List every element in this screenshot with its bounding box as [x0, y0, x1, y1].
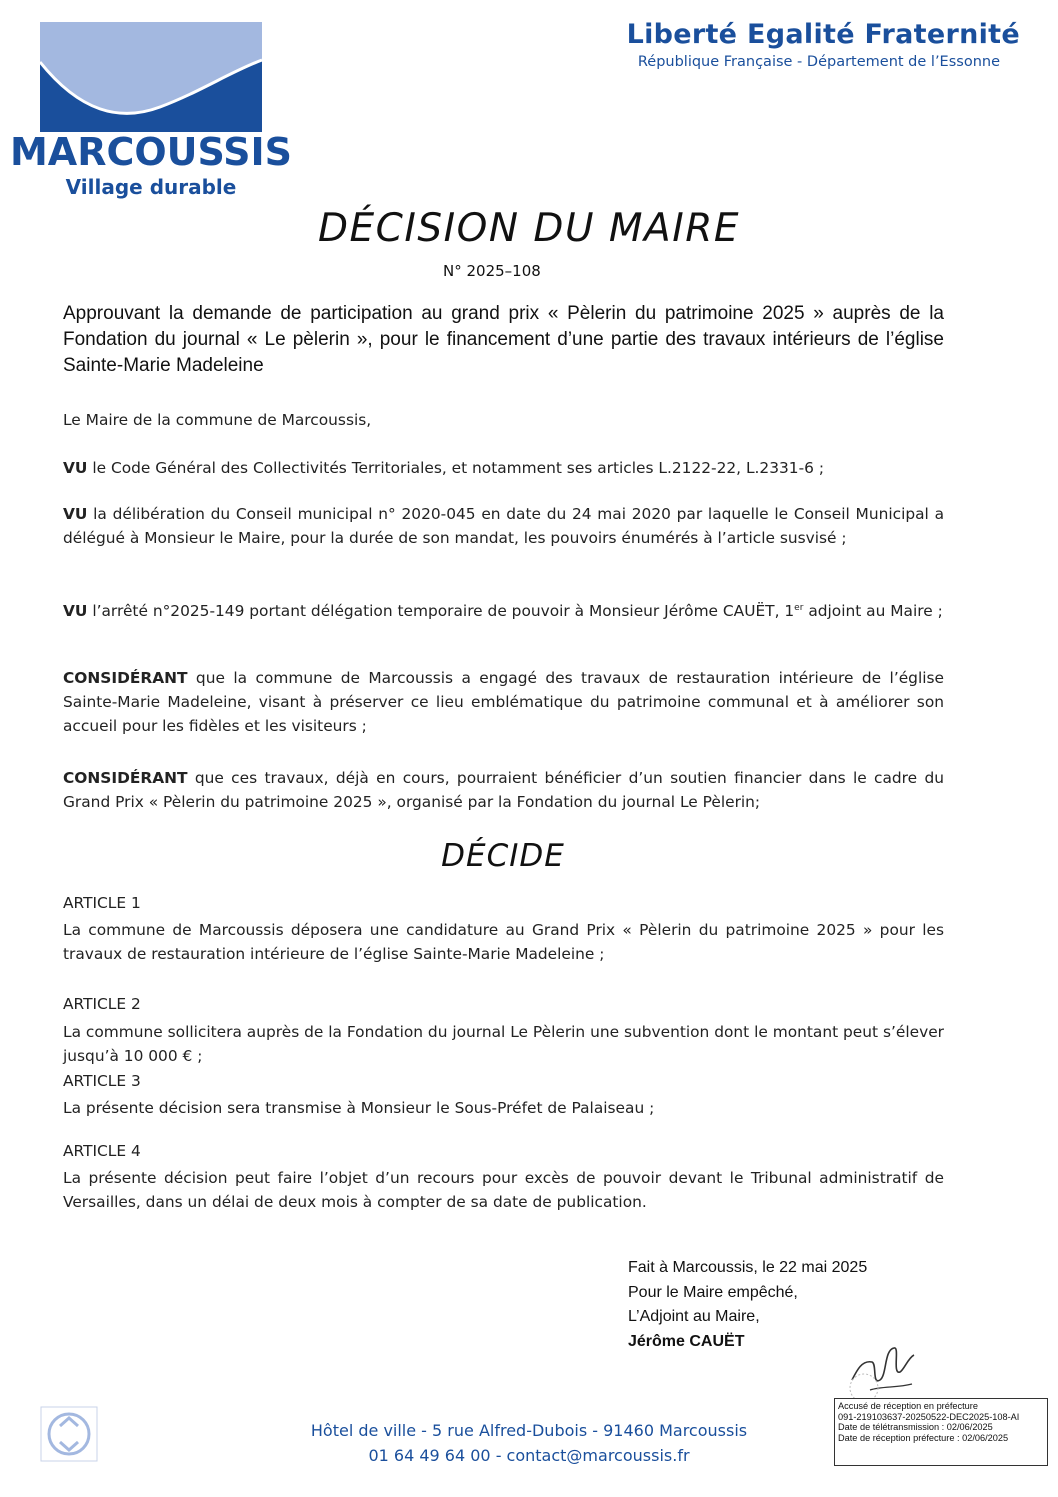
- article-3-title: ARTICLE 3: [63, 1072, 141, 1090]
- article-2-title: ARTICLE 2: [63, 995, 141, 1013]
- marcoussis-logo: [9, 22, 293, 200]
- signatory-name: Jérôme CAUËT: [628, 1332, 745, 1350]
- signature-block: [628, 1256, 867, 1354]
- vu-keyword: VU: [63, 459, 88, 477]
- article-1-text: La commune de Marcoussis déposera une candidature au Grand Prix « Pèlerin du patrimoine 2025 » pour les travaux de restauration intérieure de l’église Sainte-Marie Madeleine ;: [63, 921, 944, 963]
- stamp-line-1: Accusé de réception en préfecture: [838, 1401, 978, 1411]
- decision-subject: Approuvant la demande de participation au grand prix « Pèlerin du patrimoine 2025 » auprès de la Fondation du journal « Le pèlerin », pour le financement d’une partie des travaux intérieurs de l’église Sainte-Marie Madeleine: [63, 303, 944, 376]
- superscript: er: [794, 603, 804, 613]
- considerant-keyword: CONSIDÉRANT: [63, 769, 188, 787]
- article-4-text: La présente décision peut faire l’objet d’un recours pour excès de pouvoir devant le Tribunal administratif de Versailles, dans un délai de deux mois à compter de sa date de publication.: [63, 1169, 944, 1211]
- decision-number: N° 2025–108: [443, 262, 541, 280]
- stamp-line-2: 091-219103637-20250522-DEC2025-108-AI: [838, 1411, 1020, 1422]
- signature-role-1: Pour le Maire empêché,: [628, 1283, 798, 1301]
- vu-text: l’arrêté n°2025-149 portant délégation temporaire de pouvoir à Monsieur Jérôme CAUËT, 1: [87, 602, 795, 621]
- vu-paragraph-2: [63, 502, 944, 550]
- logo-name: MARCOUSSIS: [9, 130, 293, 174]
- vu-text: le Code Général des Collectivités Territoriales, et notamment ses articles L.2122-22, L.2331-6 ;: [87, 459, 825, 477]
- article-1-title: ARTICLE 1: [63, 894, 141, 912]
- logo-tagline: Village durable: [65, 175, 237, 199]
- considerant-text: que la commune de Marcoussis a engagé des travaux de restauration intérieure de l’église Sainte-Marie Madeleine, visant à préserver ce lieu emblématique du patrimoine communal et à améliorer son accueil pour les fidèles et les visiteurs ;: [63, 669, 944, 735]
- article-2-text: La commune sollicitera auprès de la Fondation du journal Le Pèlerin une subvention dont le montant peut s’élever jusqu’à 10 000 € ;: [63, 1023, 944, 1065]
- vu-paragraph-1: [63, 456, 944, 480]
- considerant-text: que ces travaux, déjà en cours, pourraient bénéficier d’un soutien financier dans le cadre du Grand Prix « Pèlerin du patrimoine 2025 », organisé par la Fondation du journal Le Pèlerin;: [63, 769, 944, 811]
- vu-keyword: VU: [63, 602, 88, 621]
- article-3-text: La présente décision sera transmise à Monsieur le Sous-Préfet de Palaiseau ;: [63, 1099, 655, 1117]
- considerant-keyword: CONSIDÉRANT: [63, 669, 188, 687]
- article-4-title: ARTICLE 4: [63, 1142, 141, 1160]
- considerant-paragraph-2: [63, 766, 944, 814]
- vu-paragraph-3: [63, 596, 944, 623]
- document-title: DÉCISION DU MAIRE: [318, 206, 740, 251]
- republic-motto-block: [500, 18, 1020, 70]
- preamble-intro: Le Maire de la commune de Marcoussis,: [63, 411, 372, 429]
- prefecture-receipt-stamp: [834, 1398, 1048, 1466]
- vu-text-end: adjoint au Maire ;: [803, 602, 943, 621]
- motto: Liberté Egalité Fraternité: [626, 19, 1020, 50]
- vu-text: la délibération du Conseil municipal n° 2020-045 en date du 24 mai 2020 par laquelle le Conseil Municipal a délégué à Monsieur le Maire, pour la durée de son mandat, les pouvoirs énumérés à l’article susvisé ;: [63, 505, 944, 547]
- signature-place-date: Fait à Marcoussis, le 22 mai 2025: [628, 1259, 868, 1276]
- signature-role-2: L’Adjoint au Maire,: [628, 1308, 760, 1325]
- considerant-paragraph-1: [63, 666, 944, 738]
- footer-address: Hôtel de ville - 5 rue Alfred-Dubois - 91460 Marcoussis: [310, 1421, 748, 1440]
- footer-contact: 01 64 49 64 00 - contact@marcoussis.fr: [368, 1446, 690, 1465]
- decide-heading: DÉCIDE: [441, 838, 565, 874]
- vu-keyword: VU: [63, 505, 88, 523]
- republic-department: République Française - Département de l’Essonne: [637, 54, 1000, 70]
- stamp-line-3: Date de télétransmission : 02/06/2025: [838, 1422, 993, 1432]
- stamp-line-4: Date de réception préfecture : 02/06/2025: [838, 1432, 1009, 1443]
